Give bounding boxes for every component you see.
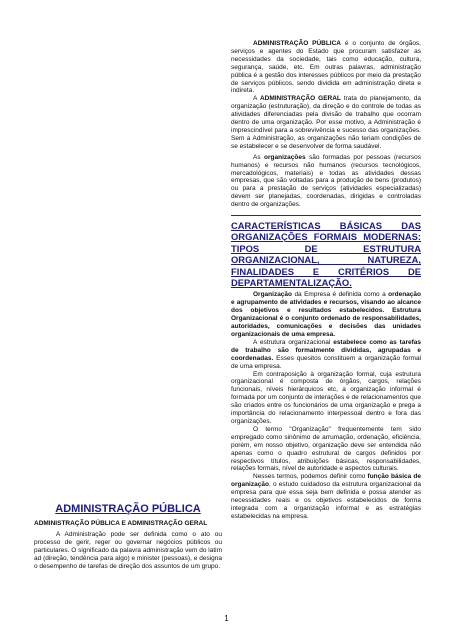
left-column bbox=[34, 503, 222, 570]
text-span: Nesses termos, podemos definir como bbox=[253, 473, 368, 481]
paragraph-termo-organizacao: O termo "Organização" frequentemente tem sido empregado como sinônimo de arrumação, ordenação, eficiência, porém, em nosso objetivo, organização deve ser entendida não apenas como o quadro estrutural de cargos definidos por respectivos títulos, atribuições básicas, responsabilidades, relações formais, nível de autoridade e aspectos culturais. bbox=[231, 425, 421, 473]
paragraph-administracao: A Administração pode ser definida como o ato ou processo de gerir, reger ou governar negócios públicos ou particulares. O significado da palavra administração vem do latim ad (direção, tendência para algo) e minister (pessoas), e designa o desempenho de tarefas de direção dos assuntos de um grupo. bbox=[34, 530, 222, 570]
right-column bbox=[231, 40, 421, 521]
text-span: é o conjunto de órgãos, serviços e agentes do Estado que procuram satisfazer as necessidades da sociedade, tais como educação, cultura, segurança, saúde, etc. Em outras palavras, administração pública é a gestão dos interesses públicos por meio da prestação de serviços públicos, sendo dividida em administração direta e indireta. bbox=[231, 40, 421, 95]
paragraph-funcao-basica bbox=[231, 473, 421, 520]
text-span: trata do planejamento, da organização (estruturação), da direção e do controle de todas as atividades diferenciadas pela divisão de trabalho que ocorram dentro de uma organização. Por esse motivo, a Administração é imprescindível para a sobrevivência e sucesso das organizações. Sem a Administração, as organizações não teriam condições de se estabelecer e se desenvolver de forma saudável. bbox=[231, 95, 421, 150]
paragraph-organizacoes bbox=[231, 154, 421, 209]
text-span: A bbox=[253, 95, 260, 103]
term-organizacao: Organização bbox=[253, 291, 293, 299]
section-heading bbox=[231, 220, 421, 288]
bold-definition: ordenação e agrupamento de atividades e recursos, visando ao alcance dos objetivos e resultados estabelecidos. Estrutura Organizacional é o conjunto ordenado de responsabilidades, autoridades, comunicações e decisões das unidades organizacionais de uma empresa. bbox=[231, 291, 421, 338]
text-span: da Empresa é definida como a bbox=[292, 291, 389, 299]
section-divider bbox=[231, 215, 421, 216]
term-administracao-geral: ADMINISTRAÇÃO GERAL bbox=[259, 95, 341, 103]
text-span: A estrutura organizacional bbox=[253, 338, 334, 346]
section-subtitle: ADMINISTRAÇÃO PÚBLICA E ADMINISTRAÇÃO GERAL bbox=[34, 520, 208, 527]
bold-statement: estabelece como as tarefas de trabalho são formalmente divididas, agrupadas e coordenadas. bbox=[231, 338, 421, 362]
term-funcao-basica: função básica de organização bbox=[231, 473, 421, 489]
page-number: 1 bbox=[224, 614, 229, 623]
chapter-title: ADMINISTRAÇÃO PÚBLICA bbox=[55, 503, 201, 515]
paragraph-administracao-geral bbox=[231, 95, 421, 150]
text-span: Esses quesitos constituem a organização formal de uma empresa. bbox=[231, 354, 421, 370]
term-administracao-publica: ADMINISTRAÇÃO PÚBLICA bbox=[253, 40, 341, 47]
paragraph-administracao-publica bbox=[231, 40, 421, 95]
text-span: são formadas por pessoas (recursos humanos) e recursos não humanos (recursos tecnológicos, mercadológicos, materiais) e todas as atividades dessas empresas, que são voltadas para a produção de bens (produtos) ou para a prestação de serviços (atividades especializadas) devem ser planejadas, coordenadas, dirigidas e controladas dentro de organizações. bbox=[231, 153, 421, 209]
section-heading-line-1: CARACTERÍSTICAS BÁSICAS DAS ORGANIZAÇÕES FORMAIS MODERNAS: TIPOS DE ESTRUTURA ORGANIZACIONAL, NATUREZA, FINALIDADES E CRITÉRIOS DE bbox=[231, 220, 421, 277]
paragraph-estrutura-organizacional bbox=[231, 339, 421, 371]
paragraph-organizacao-definicao bbox=[231, 291, 421, 338]
section-heading-line-2: DEPARTAMENTALIZAÇÃO. bbox=[231, 277, 352, 289]
text-span: , o estudo cuidadoso da estrutura organizacional da empresa para que essa seja bem definida e possa atender as necessidades reais e os objetivos estabelecidos de forma integrada com a organização informal e as estratégias estabelecidas na empresa. bbox=[231, 481, 421, 520]
text-span: As bbox=[253, 153, 265, 161]
paragraph-organizacao-informal: Em contraposição à organização formal, cuja estrutura organizacional é composta de órgãos, cargos, relações funcionais, níveis hierárquicos etc, a organização informal é formada por um conjunto de interações e de relacionamentos que são criados entre os funcionários de uma organização e prega a importância do relacionamento interpessoal dentro e fora das organizações. bbox=[231, 370, 421, 425]
term-organizacoes: organizações bbox=[264, 153, 306, 161]
